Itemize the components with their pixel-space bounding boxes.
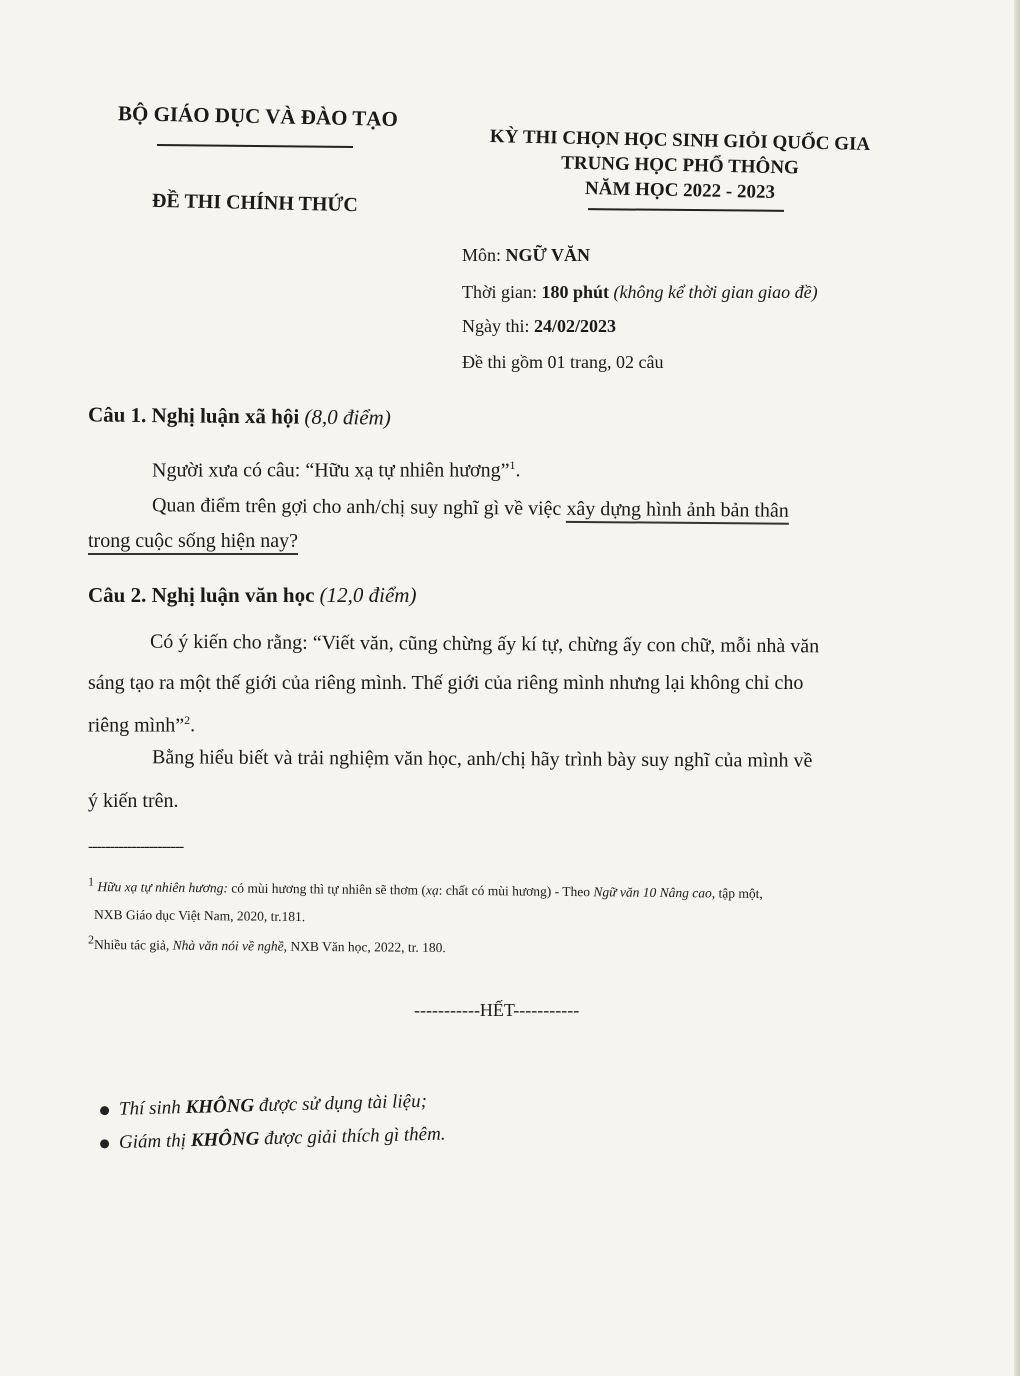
- footnote-1: [88, 874, 763, 902]
- question-1-points: (8,0 điểm): [304, 404, 391, 430]
- footnote-ref-1: 1: [509, 458, 516, 472]
- subject-line: [462, 245, 590, 266]
- q2-p1-line2: sáng tạo ra một thế giới của riêng mình. Thế giới của riêng mình nhưng lại không chỉ cho: [88, 672, 804, 694]
- footnote-separator: ----------------------: [88, 838, 184, 855]
- exam-title-underline: [588, 208, 784, 212]
- q2-p1-end: .: [190, 714, 196, 737]
- rule-1-start: Thí sinh: [118, 1097, 186, 1120]
- rule-2-start: Giám thị: [118, 1130, 192, 1154]
- date-value: 24/02/2023: [534, 316, 617, 336]
- footnote-1-text2: : chất có mùi hương) - Theo: [438, 882, 594, 900]
- footnote-2-text: Nhiều tác giả,: [93, 936, 173, 953]
- rule-2-emphasis: KHÔNG: [190, 1128, 260, 1152]
- q1-quote: Người xưa có câu: “Hữu xạ tự nhiên hương”: [152, 459, 510, 482]
- bullet-icon: [100, 1106, 109, 1115]
- q2-p1-line1: Có ý kiến cho rằng: “Viết văn, cũng chừng ấy kí tự, chừng ấy con chữ, mỗi nhà văn: [149, 630, 820, 658]
- ministry-name: BỘ GIÁO DỤC VÀ ĐÀO TẠO: [117, 101, 399, 131]
- ministry-underline: [157, 144, 353, 148]
- subject-label: Môn:: [462, 245, 506, 265]
- question-2-points: (12,0 điểm): [319, 583, 417, 607]
- exam-title-line1: KỲ THI CHỌN HỌC SINH GIỎI QUỐC GIA: [489, 126, 871, 155]
- q1-line2-start: Quan điểm trên gợi cho anh/chị suy nghĩ gì về việc: [151, 494, 567, 520]
- rule-1-emphasis: KHÔNG: [185, 1095, 255, 1119]
- q2-p2-line1: Bằng hiểu biết và trải nghiệm văn học, anh/chị hãy trình bày suy nghĩ của mình về: [151, 746, 813, 772]
- q2-p2-line2: ý kiến trên.: [88, 790, 179, 812]
- bullet-icon: [100, 1139, 109, 1148]
- footnote-1-number: 1: [87, 874, 95, 889]
- time-line: [462, 282, 818, 303]
- rule-no-explanation: [100, 1123, 446, 1154]
- footnote-1-line2: NXB Giáo dục Việt Nam, 2020, tr.181.: [93, 906, 306, 925]
- page-edge-shadow: [1014, 0, 1020, 1376]
- official-label: ĐỀ THI CHÍNH THỨC: [151, 189, 358, 217]
- footnote-2-book: Nhà văn nói về nghề: [172, 937, 284, 954]
- question-1-heading: Câu 1. Nghị luận xã hội: [87, 402, 300, 429]
- date-label: Ngày thi:: [462, 316, 534, 336]
- end-mark: -----------HẾT-----------: [414, 1000, 580, 1020]
- date-line: [462, 316, 616, 337]
- footnote-1-term: Hữu xạ tự nhiên hương:: [97, 879, 228, 896]
- footnote-2: [88, 932, 446, 956]
- question-1-title: [88, 402, 391, 430]
- q1-line1-end: .: [515, 459, 521, 482]
- exam-year: NĂM HỌC 2022 - 2023: [584, 178, 776, 203]
- q2-p1-line3: [88, 702, 195, 745]
- footnote-2-text2: , NXB Văn học, 2022, tr. 180.: [283, 938, 446, 956]
- footnote-1-text3: , tập một,: [711, 885, 763, 902]
- q1-underlined-phrase: xây dựng hình ảnh bản thân: [566, 498, 789, 525]
- rule-no-materials: [100, 1091, 427, 1122]
- question-2-heading: Câu 2. Nghị luận văn học: [88, 583, 315, 607]
- time-value: 180 phút: [541, 282, 610, 302]
- question-2-title: [88, 583, 416, 608]
- subject-value: NGỮ VĂN: [505, 245, 591, 265]
- footnote-1-xa: xạ: [425, 882, 439, 898]
- question-1-line1: [152, 447, 520, 490]
- rule-1-end: được sử dụng tài liệu;: [253, 1090, 428, 1117]
- question-1-line3: [88, 523, 298, 560]
- footnote-ref-2: 2: [184, 713, 191, 727]
- footnote-2-number: 2: [87, 932, 95, 947]
- time-label: Thời gian:: [462, 282, 542, 302]
- time-note: (không kể thời gian giao đề): [613, 282, 818, 302]
- rule-2-end: được giải thích gì thêm.: [259, 1123, 446, 1150]
- q1-line3: trong cuộc sống hiện nay?: [88, 530, 298, 555]
- exam-title-line2: TRUNG HỌC PHỔ THÔNG: [560, 152, 800, 179]
- page-count: Đề thi gồm 01 trang, 02 câu: [462, 352, 664, 372]
- footnote-1-book: Ngữ văn 10 Nâng cao: [593, 884, 712, 901]
- footnote-1-text: có mùi hương thì tự nhiên sẽ thơm (: [227, 880, 426, 898]
- q2-quote-end: riêng mình”: [88, 714, 185, 737]
